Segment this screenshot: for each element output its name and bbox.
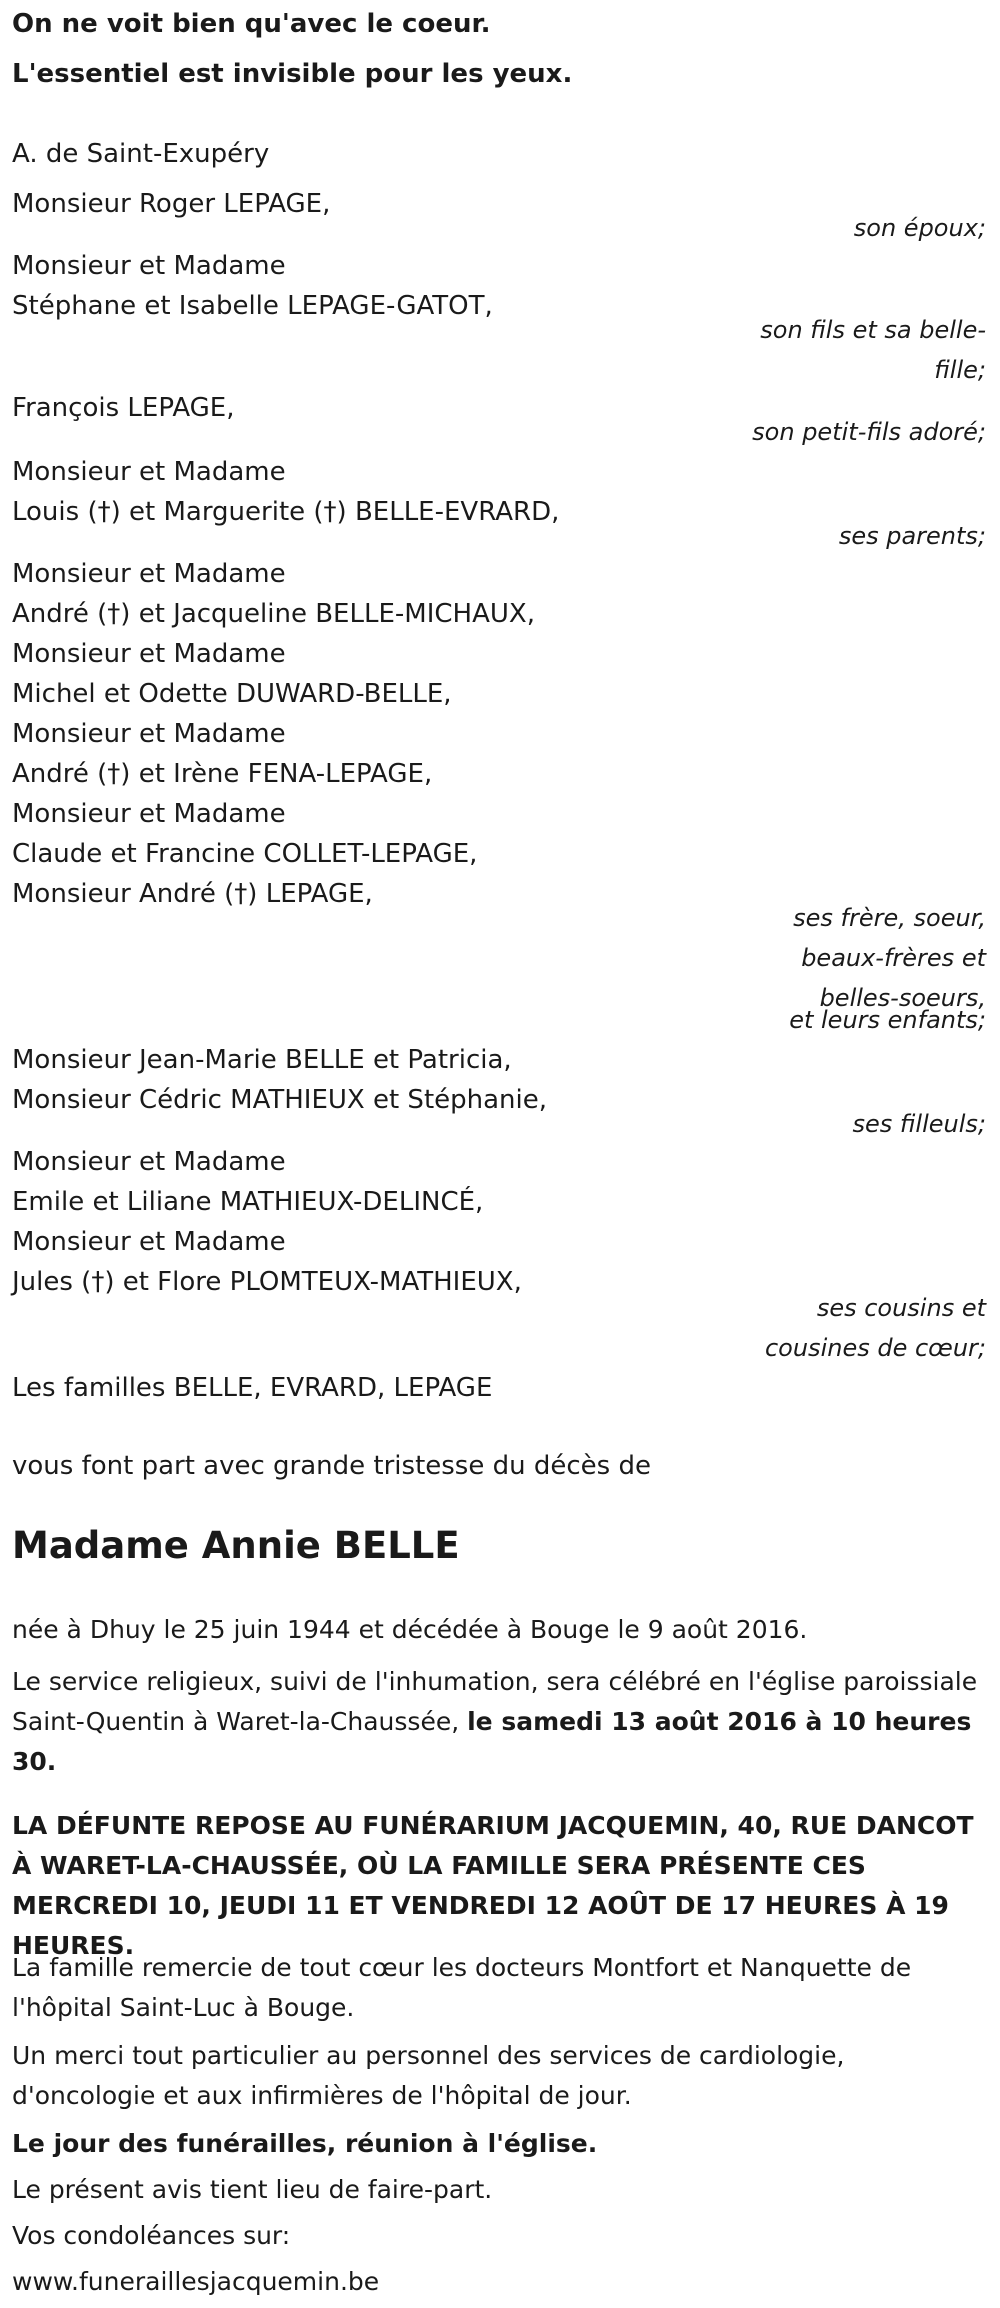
parents-line-1: Monsieur et Madame [12, 457, 286, 487]
notice-text: Le présent avis tient lieu de faire-part. [12, 2175, 493, 2204]
son-line-2: Stéphane et Isabelle LEPAGE-GATOT, [12, 291, 493, 321]
cousins-line: Monsieur et Madame [12, 1147, 286, 1177]
funerarium-text: LA DÉFUNTE REPOSE AU FUNÉRARIUM JACQUEMIN, 40, RUE DANCOT À WARET-LA-CHAUSSÉE, OÙ LA FAMILLE SERA PRÉSENTE CES MERCREDI 10, JEUDI 11 ET VENDREDI 12 AOÛT DE 17 HEURES À 19 HEURES. [12, 1811, 974, 1960]
son-line-1: Monsieur et Madame [12, 251, 286, 281]
siblings-role-line-2: beaux-frères et [801, 944, 986, 972]
siblings-line: André (†) et Jacqueline BELLE-MICHAUX, [12, 599, 535, 629]
siblings-role-line-3: belles-soeurs, [819, 984, 986, 1012]
grandson-name: François LEPAGE, [12, 393, 235, 423]
spouse-name: Monsieur Roger LEPAGE, [12, 189, 331, 219]
godchildren-line-1: Monsieur Jean-Marie BELLE et Patricia, [12, 1045, 512, 1075]
meeting-text: Le jour des funérailles, réunion à l'église. [12, 2129, 598, 2158]
cousins-line: Emile et Liliane MATHIEUX-DELINCÉ, [12, 1187, 484, 1217]
siblings-line: Monsieur et Madame [12, 639, 286, 669]
cousins-role-line-1: ses cousins et [816, 1294, 986, 1322]
deceased-name: Madame Annie BELLE [12, 1524, 460, 1567]
son-role-line-1: son fils et sa belle- [760, 316, 986, 344]
siblings-line: Monsieur André (†) LEPAGE, [12, 879, 373, 909]
siblings-line: Monsieur et Madame [12, 799, 286, 829]
siblings-line: Claude et Francine COLLET-LEPAGE, [12, 839, 478, 869]
quote-line-2: L'essentiel est invisible pour les yeux. [12, 59, 573, 89]
service-date: le samedi 13 août 2016 à 10 heures 30. [12, 1707, 972, 1776]
cousins-line: Jules (†) et Flore PLOMTEUX-MATHIEUX, [12, 1267, 522, 1297]
son-role-line-2: fille; [934, 356, 986, 384]
website-link[interactable]: www.funeraillesjacquemin.be [12, 2267, 380, 2296]
cousins-line: Monsieur et Madame [12, 1227, 286, 1257]
siblings-line: Monsieur et Madame [12, 559, 286, 589]
grandson-role: son petit-fils adoré; [752, 418, 986, 446]
announcement-text: vous font part avec grande tristesse du décès de [12, 1451, 651, 1481]
condolences-label: Vos condoléances sur: [12, 2221, 291, 2250]
thanks-doctors-text: La famille remercie de tout cœur les docteurs Montfort et Nanquette de l'hôpital Saint-Luc à Bouge. [12, 1953, 912, 2022]
thanks-staff-text: Un merci tout particulier au personnel des services de cardiologie, d'oncologie et aux infirmières de l'hôpital de jour. [12, 2041, 845, 2110]
godchildren-role: ses filleuls; [852, 1110, 986, 1138]
service-text: Le service religieux, suivi de l'inhumation, sera célébré en l'église paroissiale Saint-Quentin à Waret-la-Chaussée, [12, 1667, 978, 1736]
siblings-line: Monsieur et Madame [12, 719, 286, 749]
siblings-role-line-4: et leurs enfants; [789, 1006, 986, 1034]
siblings-role-line-1: ses frère, soeur, [793, 904, 986, 932]
siblings-line: André (†) et Irène FENA-LEPAGE, [12, 759, 433, 789]
godchildren-line-2: Monsieur Cédric MATHIEUX et Stéphanie, [12, 1085, 548, 1115]
spouse-role: son époux; [853, 214, 986, 242]
families-line: Les familles BELLE, EVRARD, LEPAGE [12, 1373, 493, 1403]
siblings-line: Michel et Odette DUWARD-BELLE, [12, 679, 452, 709]
parents-line-2: Louis (†) et Marguerite (†) BELLE-EVRARD, [12, 497, 560, 527]
birth-death-text: née à Dhuy le 25 juin 1944 et décédée à Bouge le 9 août 2016. [12, 1615, 808, 1644]
service-paragraph [12, 1662, 988, 1782]
parents-role: ses parents; [838, 522, 986, 550]
quote-line-1: On ne voit bien qu'avec le coeur. [12, 9, 491, 39]
quote-author: A. de Saint-Exupéry [12, 139, 270, 169]
cousins-role-line-2: cousines de cœur; [764, 1334, 986, 1362]
